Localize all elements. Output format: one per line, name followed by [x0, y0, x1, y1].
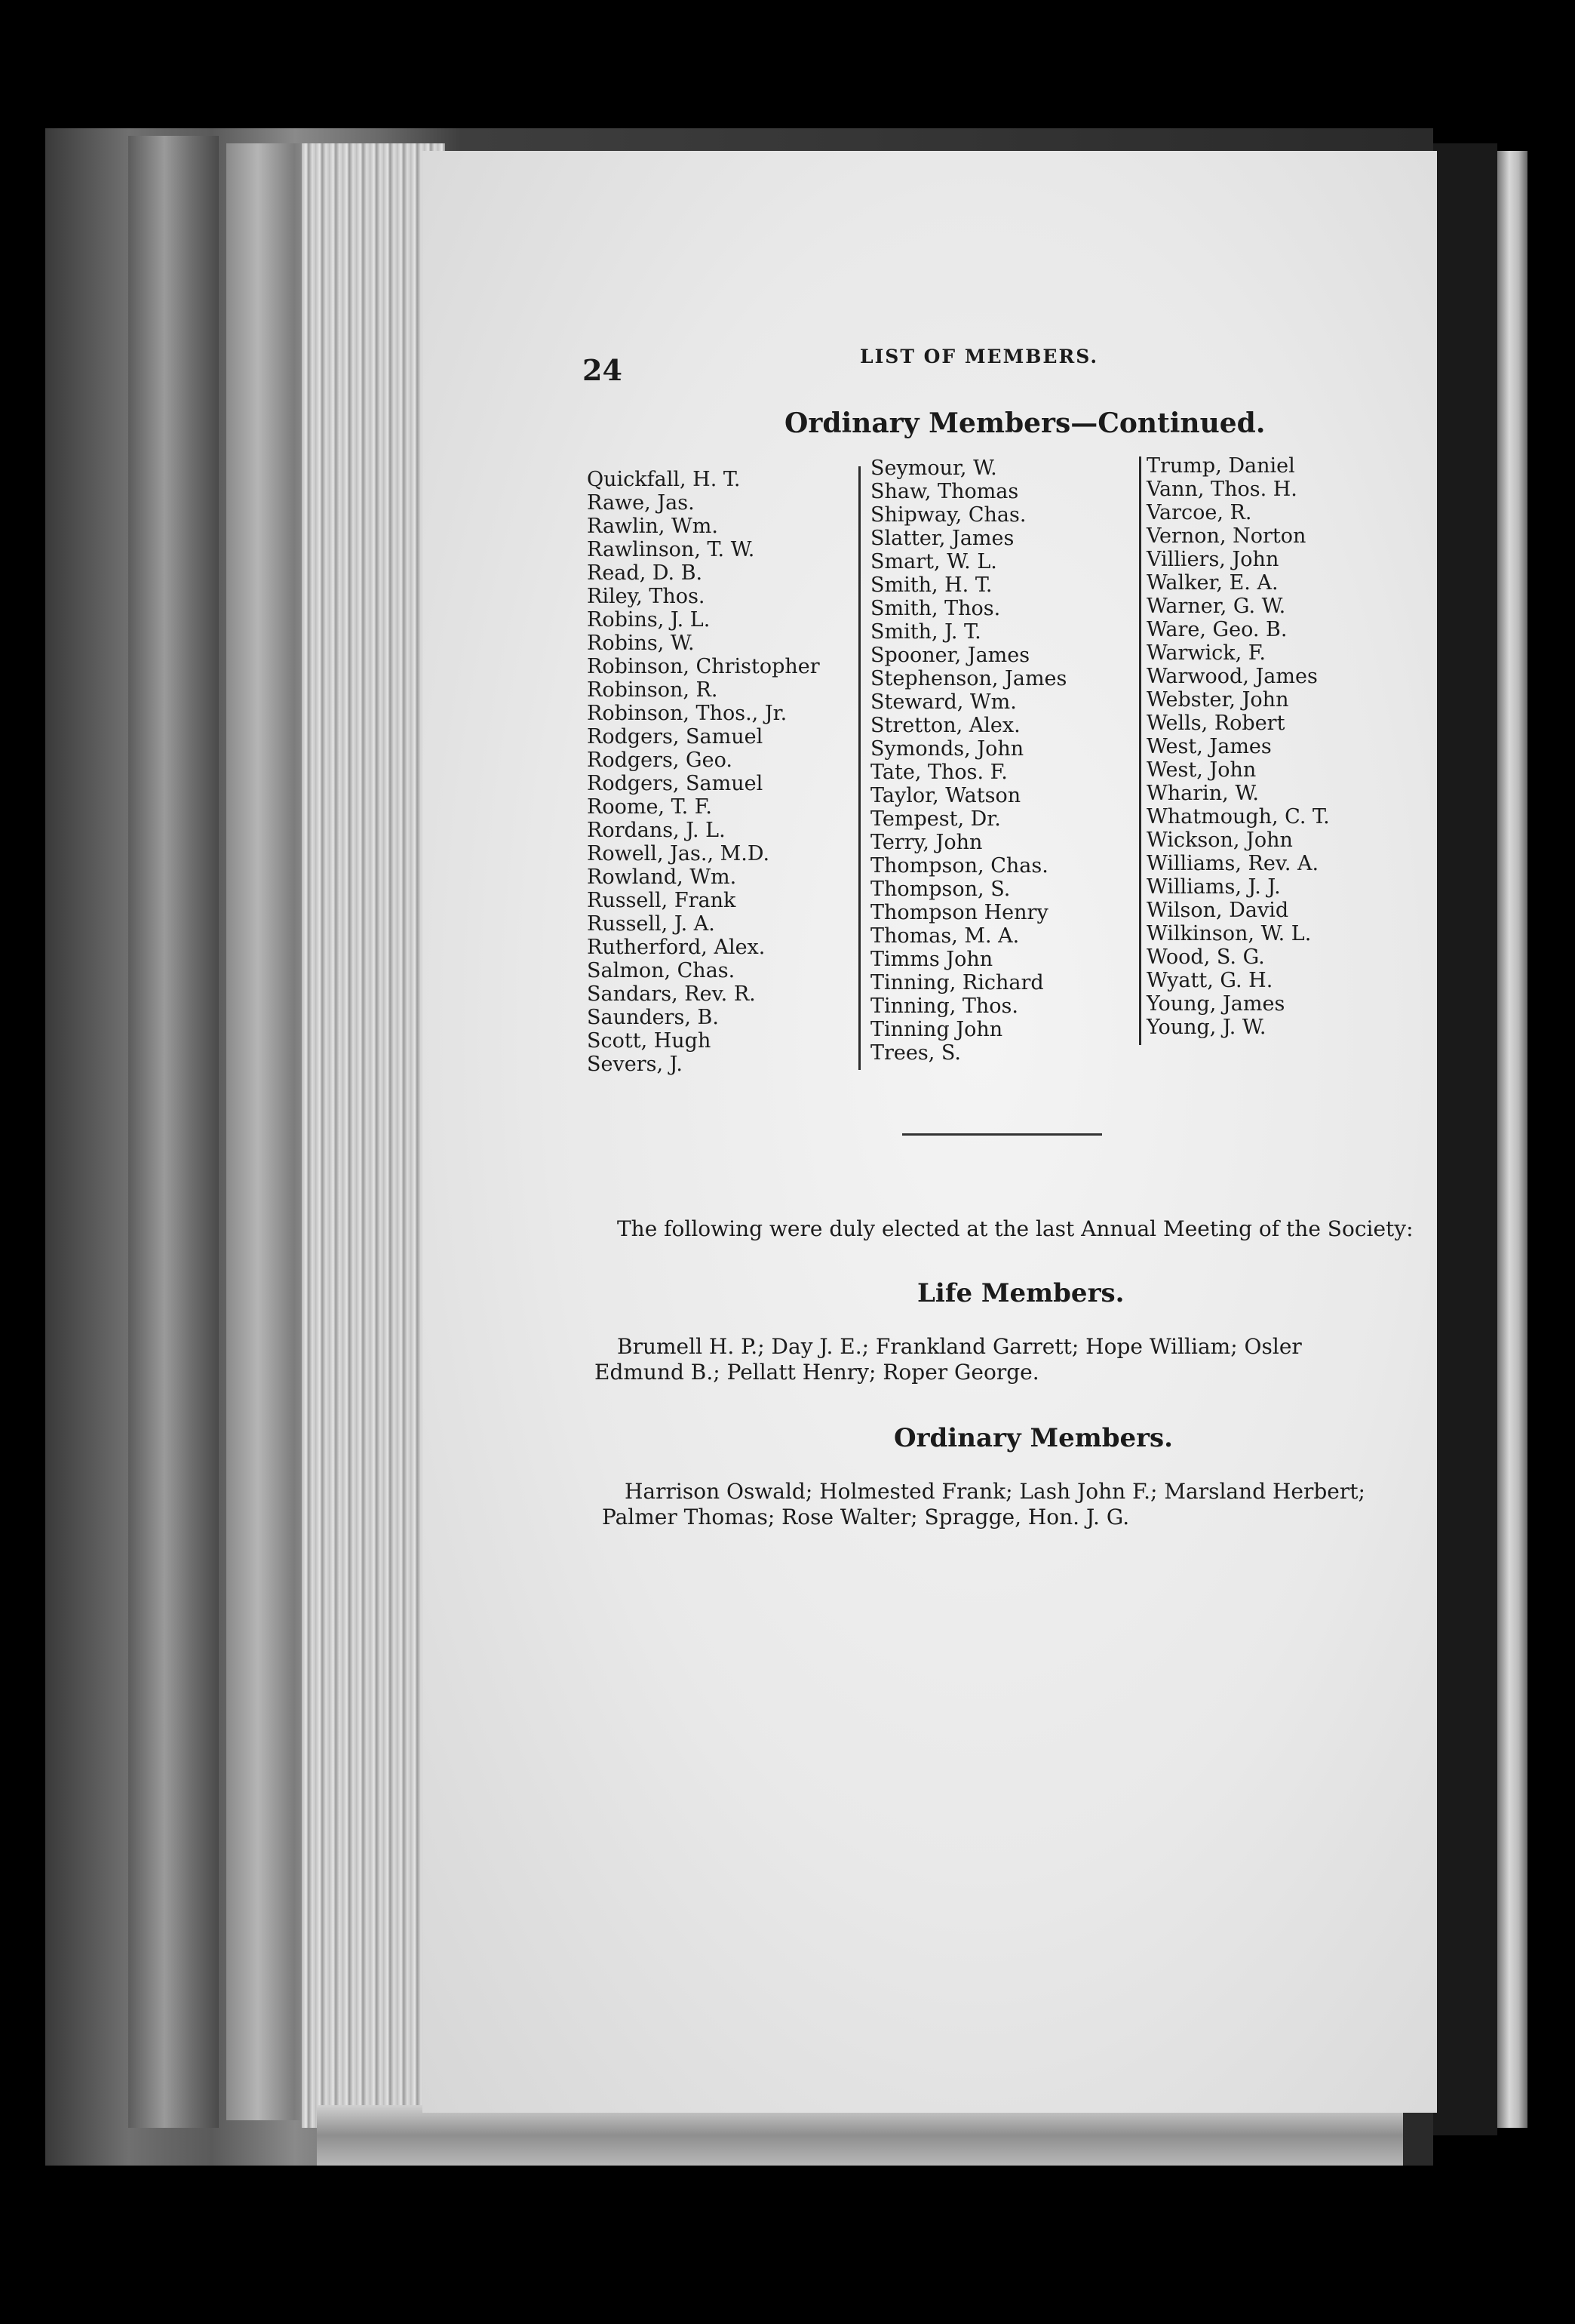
- member-name: Varcoe, R.: [1147, 501, 1252, 524]
- member-name: Shaw, Thomas: [870, 480, 1019, 503]
- member-name: Slatter, James: [870, 527, 1015, 550]
- member-name: Robinson, Christopher: [587, 655, 820, 678]
- member-name: Saunders, B.: [587, 1006, 719, 1029]
- section-rule: [902, 1133, 1102, 1136]
- member-name: Thomas, M. A.: [870, 924, 1020, 948]
- member-name: Stretton, Alex.: [870, 714, 1021, 737]
- member-name: Young, J. W.: [1147, 1016, 1266, 1039]
- member-name: Robinson, R.: [587, 678, 718, 702]
- member-name: Wilson, David: [1147, 899, 1289, 922]
- member-name: Rodgers, Samuel: [587, 725, 763, 749]
- member-name: Williams, Rev. A.: [1147, 852, 1319, 875]
- member-name: West, John: [1147, 758, 1257, 782]
- member-name: Robins, W.: [587, 632, 695, 655]
- life-members-line: Brumell H. P.; Day J. E.; Frankland Garrett; Hope William; Osler: [617, 1334, 1302, 1359]
- member-name: Taylor, Watson: [870, 784, 1021, 807]
- member-name: Smith, H. T.: [870, 573, 993, 597]
- member-name: Wilkinson, W. L.: [1147, 922, 1312, 945]
- ordinary-members-list: [602, 1479, 1437, 1530]
- member-name: Ware, Geo. B.: [1147, 618, 1288, 641]
- member-name: Walker, E. A.: [1147, 571, 1279, 595]
- section-heading: Ordinary Members—Continued.: [784, 407, 1266, 439]
- member-name: Rodgers, Samuel: [587, 772, 763, 795]
- member-name: Rawlinson, T. W.: [587, 538, 755, 561]
- member-name: Smart, W. L.: [870, 550, 997, 573]
- member-name: Wells, Robert: [1147, 712, 1285, 735]
- member-name: Smith, Thos.: [870, 597, 1001, 620]
- member-name: Russell, Frank: [587, 889, 736, 912]
- member-name: Tinning John: [870, 1018, 1003, 1041]
- member-name: Thompson, S.: [870, 878, 1011, 901]
- member-name: Wickson, John: [1147, 828, 1293, 852]
- member-name: Severs, J.: [587, 1053, 683, 1076]
- member-name: Spooner, James: [870, 644, 1030, 667]
- member-name: Smith, J. T.: [870, 620, 981, 644]
- member-name: Thompson Henry: [870, 901, 1048, 924]
- page-bottom-edge: [317, 2105, 1403, 2166]
- member-name: Wood, S. G.: [1147, 945, 1265, 969]
- election-note: The following were duly elected at the last Annual Meeting of the Society:: [617, 1216, 1414, 1241]
- member-name: Wharin, W.: [1147, 782, 1259, 805]
- member-name: West, James: [1147, 735, 1272, 758]
- life-members-list: [594, 1334, 1437, 1385]
- life-members-heading: Life Members.: [917, 1278, 1125, 1308]
- member-name: Tinning, Richard: [870, 971, 1044, 994]
- member-name: Villiers, John: [1147, 548, 1279, 571]
- member-name: Tempest, Dr.: [870, 807, 1001, 831]
- member-name: Rowland, Wm.: [587, 865, 737, 889]
- member-name: Warwick, F.: [1147, 641, 1266, 665]
- member-name: Rawlin, Wm.: [587, 515, 718, 538]
- member-column-1: [587, 468, 858, 1076]
- member-name: Roome, T. F.: [587, 795, 712, 819]
- member-name: Rowell, Jas., M.D.: [587, 842, 770, 865]
- member-name: Wyatt, G. H.: [1147, 969, 1273, 992]
- member-name: Salmon, Chas.: [587, 959, 735, 982]
- member-name: Vernon, Norton: [1147, 524, 1306, 548]
- right-shadow: [1433, 143, 1497, 2135]
- member-name: Rodgers, Geo.: [587, 749, 732, 772]
- member-name: Symonds, John: [870, 737, 1024, 761]
- member-name: Terry, John: [870, 831, 983, 854]
- member-name: Tinning, Thos.: [870, 994, 1018, 1018]
- life-members-line: Edmund B.; Pellatt Henry; Roper George.: [594, 1360, 1039, 1385]
- member-name: Rutherford, Alex.: [587, 936, 766, 959]
- member-name: Timms John: [870, 948, 993, 971]
- column-divider: [858, 466, 861, 1070]
- member-name: Russell, J. A.: [587, 912, 715, 936]
- member-name: Read, D. B.: [587, 561, 703, 585]
- member-name: Seymour, W.: [870, 456, 997, 480]
- member-name: Rawe, Jas.: [587, 491, 695, 515]
- ordinary-members-line: Palmer Thomas; Rose Walter; Spragge, Hon. J. G.: [602, 1505, 1130, 1529]
- ordinary-members-heading: Ordinary Members.: [894, 1423, 1174, 1453]
- cover-edge: [128, 136, 219, 2128]
- member-name: Thompson, Chas.: [870, 854, 1048, 878]
- member-name: Tate, Thos. F.: [870, 761, 1008, 784]
- member-name: Young, James: [1147, 992, 1285, 1016]
- member-name: Vann, Thos. H.: [1147, 478, 1297, 501]
- member-name: Trees, S.: [870, 1041, 962, 1065]
- next-page-edge: [1497, 151, 1527, 2128]
- member-name: Trump, Daniel: [1147, 454, 1295, 478]
- member-name: Warner, G. W.: [1147, 595, 1286, 618]
- ordinary-members-line: Harrison Oswald; Holmested Frank; Lash John F.; Marsland Herbert;: [625, 1479, 1365, 1504]
- member-name: Riley, Thos.: [587, 585, 705, 608]
- member-column-2: [870, 456, 1142, 1065]
- member-name: Shipway, Chas.: [870, 503, 1027, 527]
- member-name: Stephenson, James: [870, 667, 1067, 690]
- member-name: Quickfall, H. T.: [587, 468, 741, 491]
- member-name: Williams, J. J.: [1147, 875, 1281, 899]
- member-name: Rordans, J. L.: [587, 819, 726, 842]
- member-name: Steward, Wm.: [870, 690, 1017, 714]
- running-head: LIST OF MEMBERS.: [860, 346, 1099, 367]
- member-column-3: [1147, 454, 1418, 1039]
- member-name: Whatmough, C. T.: [1147, 805, 1330, 828]
- member-name: Warwood, James: [1147, 665, 1318, 688]
- member-name: Scott, Hugh: [587, 1029, 711, 1053]
- member-name: Robins, J. L.: [587, 608, 711, 632]
- printed-page: [422, 151, 1437, 2113]
- member-name: Webster, John: [1147, 688, 1289, 712]
- page-number: 24: [582, 353, 622, 387]
- column-divider: [1139, 456, 1141, 1045]
- member-name: Sandars, Rev. R.: [587, 982, 756, 1006]
- member-name: Robinson, Thos., Jr.: [587, 702, 788, 725]
